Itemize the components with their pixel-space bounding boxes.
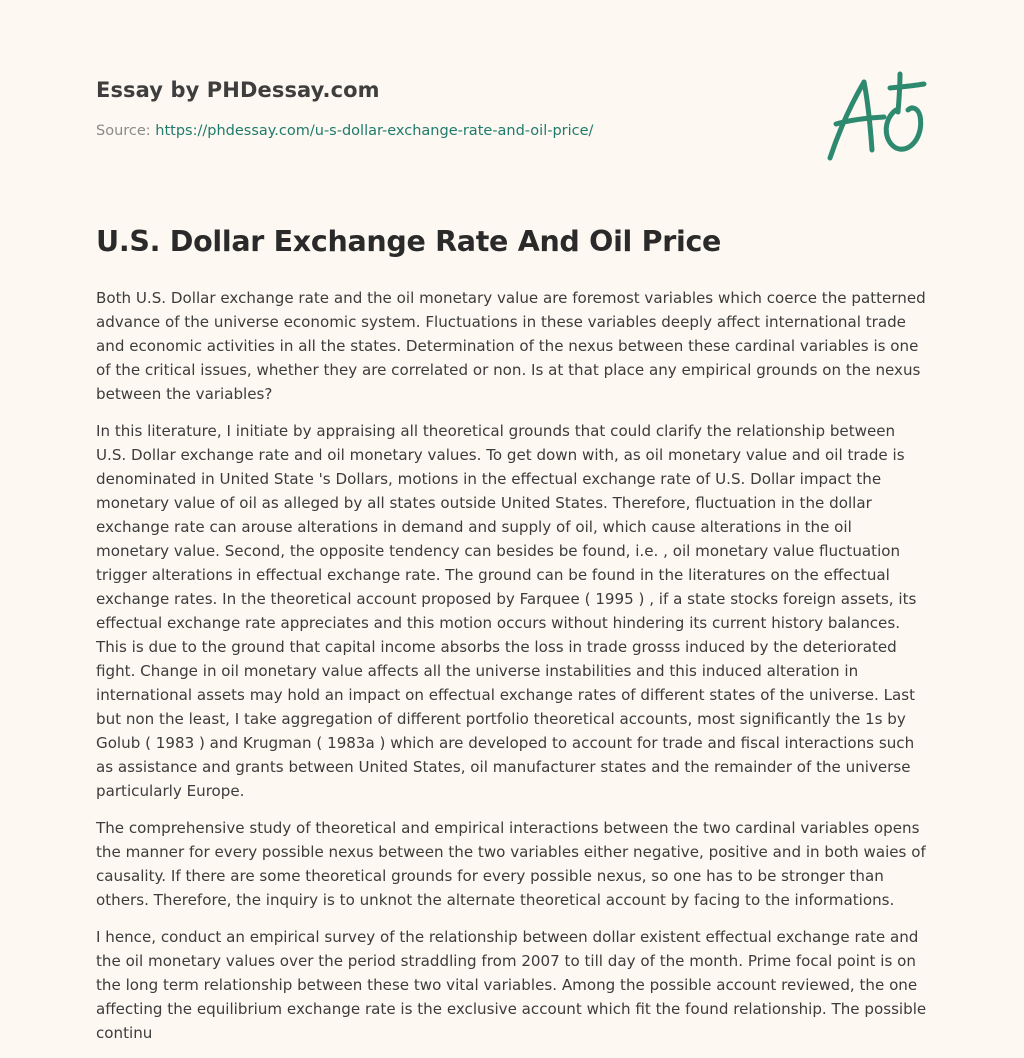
essay-page bbox=[96, 0, 928, 1042]
paragraph: The comprehensive study of theoretical and empirical interactions between the two cardinal variables opens the manner for every possible nexus between the two variables either negative, positive and in both waies of causality. If there are some theoretical grounds for every possible nexus, so one has to be stronger than others. Therefore, the inquiry is to unknot the alternate theoretical account by facing to the informations. bbox=[96, 819, 926, 909]
source-link[interactable]: https://phdessay.com/u-s-dollar-exchange-rate-and-oil-price/ bbox=[155, 123, 594, 139]
essay-title: U.S. Dollar Exchange Rate And Oil Price bbox=[96, 225, 722, 258]
site-brand: Essay by PHDessay.com bbox=[96, 78, 380, 102]
a-plus-logo-icon bbox=[820, 66, 932, 166]
paragraph: I hence, conduct an empirical survey of the relationship between dollar existent effectual exchange rate and the oil monetary values over the period straddling from 2007 to till day of the month. Prime focal point is on the long term relationship between these two vital variables. Among the possible account reviewed, the one affecting the equilibrium exchange rate is the exclusive account which fit the found relationship. The possible continu bbox=[96, 928, 927, 1042]
essay-body bbox=[96, 286, 928, 1058]
paragraph: In this literature, I initiate by appraising all theoretical grounds that could clarify the relationship between U.S. Dollar exchange rate and oil monetary values. To get down with, as oil monetary value and oil trade is denominated in United State 's Dollars, motions in the effectual exchange rate of U.S. Dollar impact the monetary value of oil as alleged by all states outside United States. Therefore, fluctuation in the dollar exchange rate can arouse alterations in demand and supply of oil, which cause alterations in the oil monetary value. Second, the opposite tendency can besides be found, i.e. , oil monetary value fluctuation trigger alterations in effectual exchange rate. The ground can be found in the literatures on the effectual exchange rates. In the theoretical account proposed by Farquee ( 1995 ) , if a state stocks foreign assets, its effectual exchange rate appreciates and this motion occurs without hindering its current history balances. This is due to the ground that capital income absorbs the loss in trade grosss induced by the deteriorated fight. Change in oil monetary value affects all the universe instabilities and this induced alteration in international assets may hold an impact on effectual exchange rates of different states of the universe. Last but non the least, I take aggregation of different portfolio theoretical accounts, most significantly the 1s by Golub ( 1983 ) and Krugman ( 1983a ) which are developed to account for trade and fiscal interactions such as assistance and grants between United States, oil manufacturer states and the remainder of the universe particularly Europe. bbox=[96, 422, 917, 800]
source-line bbox=[96, 123, 593, 139]
paragraph: Both U.S. Dollar exchange rate and the oil monetary value are foremost variables which coerce the patterned advance of the universe economic system. Fluctuations in these variables deeply affect international trade and economic activities in all the states. Determination of the nexus between these cardinal variables is one of the critical issues, whether they are correlated or non. Is at that place any empirical grounds on the nexus between the variables? bbox=[96, 289, 926, 403]
source-label: Source: bbox=[96, 123, 151, 139]
